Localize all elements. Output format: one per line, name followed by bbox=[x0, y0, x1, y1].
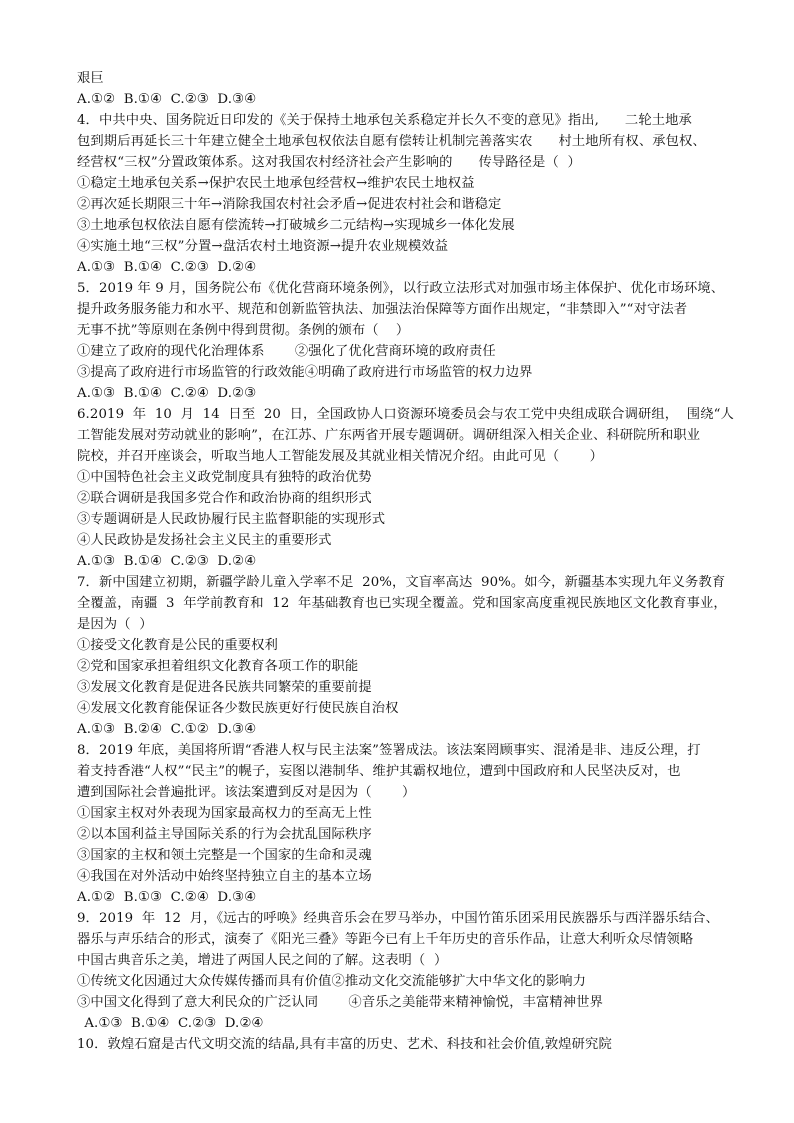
choice-item: ④我国在对外活动中始终坚持独立自主的基本立场 bbox=[77, 869, 372, 884]
choice-item: ④人民政协是发扬社会主义民主的重要形式 bbox=[77, 533, 332, 548]
text-line: 经营权“三权”分置政策体系。这对我国农村经济社会产生影响的 传导路径是（ ） bbox=[77, 155, 581, 170]
choice-item: ③发展文化教育是促进各民族共同繁荣的重要前提 bbox=[77, 680, 372, 695]
text-line: 中国古典音乐之美，增进了两国人民之间的了解。这表明（ ） bbox=[77, 953, 448, 968]
answer-options: A.①③ B.①④ C.②③ D.②④ bbox=[80, 1016, 264, 1031]
choice-item: ①传统文化因通过大众传媒传播而具有价值②推动文化交流能够扩大中华文化的影响力 bbox=[77, 974, 587, 989]
text-line: 工智能发展对劳动就业的影响”，在江苏、广东两省开展专题调研。调研组深入相关企业、科研院所和职业 bbox=[77, 428, 701, 443]
choice-item: ③国家的主权和领土完整是一个国家的生命和灵魂 bbox=[77, 848, 372, 863]
question-8-stem: 8．2019 年底，美国将所谓“香港人权与民主法案”签署成法。该法案罔顾事实、混淆是非、违反公理，打 bbox=[77, 743, 701, 758]
answer-options: A.①② B.①③ C.②④ D.③④ bbox=[77, 890, 257, 905]
answer-options: A.①③ B.②④ C.①② D.③④ bbox=[77, 722, 257, 737]
choice-item: ③中国文化得到了意大利民众的广泛认同 ④音乐之美能带来精神愉悦，丰富精神世界 bbox=[77, 995, 603, 1010]
answer-options: A.①② B.①④ C.②③ D.③④ bbox=[77, 92, 257, 107]
text-line: 包到期后再延长三十年建立健全土地承包权依法自愿有偿转让机制完善落实农 村土地所有权、承包权、 bbox=[77, 134, 706, 149]
text-line: 提升政务服务能力和水平、规范和创新监管执法、加强法治保障等方面作出规定，“非禁即入”“对守法者 bbox=[77, 302, 688, 317]
text-line: 全覆盖，南疆 3 年学前教育和 12 年基础教育也已实现全覆盖。党和国家高度重视民族地区文化教育事业， bbox=[77, 596, 727, 611]
text-line: 遭到国际社会普遍批评。该法案遭到反对是因为（ ） bbox=[77, 785, 416, 800]
text-line: 是因为（ ） bbox=[77, 617, 153, 632]
exam-content bbox=[77, 68, 734, 1055]
text-line: 院校，并召开座谈会，听取当地人工智能发展及其就业相关情况介绍。由此可见（ ） bbox=[77, 449, 603, 464]
choice-item: ③土地承包权依法自愿有偿流转→打破城乡二元结构→实现城乡一体化发展 bbox=[77, 218, 515, 233]
text-line: 艰巨 bbox=[77, 71, 104, 86]
text-line: 器乐与声乐结合的形式，演奏了《阳光三叠》等距今已有上千年历史的音乐作品，让意大利听众尽情领略 bbox=[77, 932, 694, 947]
answer-options: A.①③ B.①④ C.②④ D.②③ bbox=[77, 386, 257, 401]
choice-item: ②党和国家承担着组织文化教育各项工作的职能 bbox=[77, 659, 359, 674]
choice-item: ①稳定土地承包关系→保护农民土地承包经营权→维护农民土地权益 bbox=[77, 176, 475, 191]
choice-item: ①建立了政府的现代化治理体系 ②强化了优化营商环境的政府责任 bbox=[77, 344, 496, 359]
choice-item: ④发展文化教育能保证各少数民族更好行使民族自治权 bbox=[77, 701, 399, 716]
choice-item: ③专题调研是人民政协履行民主监督职能的实现形式 bbox=[77, 512, 386, 527]
question-10-stem: 10．敦煌石窟是古代文明交流的结晶,具有丰富的历史、艺术、科技和社会价值,敦煌研究院 bbox=[77, 1037, 612, 1052]
answer-options: A.①③ B.①④ C.②③ D.②④ bbox=[77, 260, 257, 275]
choice-item: ①国家主权对外表现为国家最高权力的至高无上性 bbox=[77, 806, 372, 821]
choice-item: ②再次延长期限三十年→消除我国农村社会矛盾→促进农村社会和谐稳定 bbox=[77, 197, 502, 212]
question-6-stem: 6.2019 年 10 月 14 日至 20 日，全国政协人口资源环境委员会与农工党中央组成联合调研组， 围绕“人 bbox=[77, 407, 734, 422]
choice-item: ②以本国利益主导国际关系的行为会扰乱国际秩序 bbox=[77, 827, 372, 842]
question-4-stem: 4．中共中央、国务院近日印发的《关于保持土地承包关系稳定并长久不变的意见》指出, 二轮土地承 bbox=[77, 113, 692, 128]
choice-item: ③提高了政府进行市场监管的行政效能④明确了政府进行市场监管的权力边界 bbox=[77, 365, 533, 380]
choice-item: ④实施土地“三权”分置→盘活农村土地资源→提升农业规模效益 bbox=[77, 239, 449, 254]
text-line: 无事不扰”等原则在条例中得到贯彻。条例的颁布（ ） bbox=[77, 323, 410, 338]
choice-item: ②联合调研是我国多党合作和政治协商的组织形式 bbox=[77, 491, 372, 506]
choice-item: ①中国特色社会主义政党制度具有独特的政治优势 bbox=[77, 470, 372, 485]
question-7-stem: 7．新中国建立初期，新疆学龄儿童入学率不足 20%，文盲率高达 90%。如今，新疆基本实现九年义务教育 bbox=[77, 575, 726, 590]
text-line: 着支持香港“人权”“民主”的幌子，妄图以港制华、维护其霸权地位，遭到中国政府和人民坚决反对，也 bbox=[77, 764, 681, 779]
answer-options: A.①③ B.①④ C.②③ D.②④ bbox=[77, 554, 257, 569]
question-9-stem: 9．2019 年 12 月，《远古的呼唤》经典音乐会在罗马举办，中国竹笛乐团采用民族器乐与西洋器乐结合、 bbox=[77, 911, 719, 926]
question-5-stem: 5．2019 年 9 月，国务院公布《优化营商环境条例》，以行政立法形式对加强市场主体保护、优化市场环境、 bbox=[77, 281, 725, 296]
choice-item: ①接受文化教育是公民的重要权利 bbox=[77, 638, 278, 653]
